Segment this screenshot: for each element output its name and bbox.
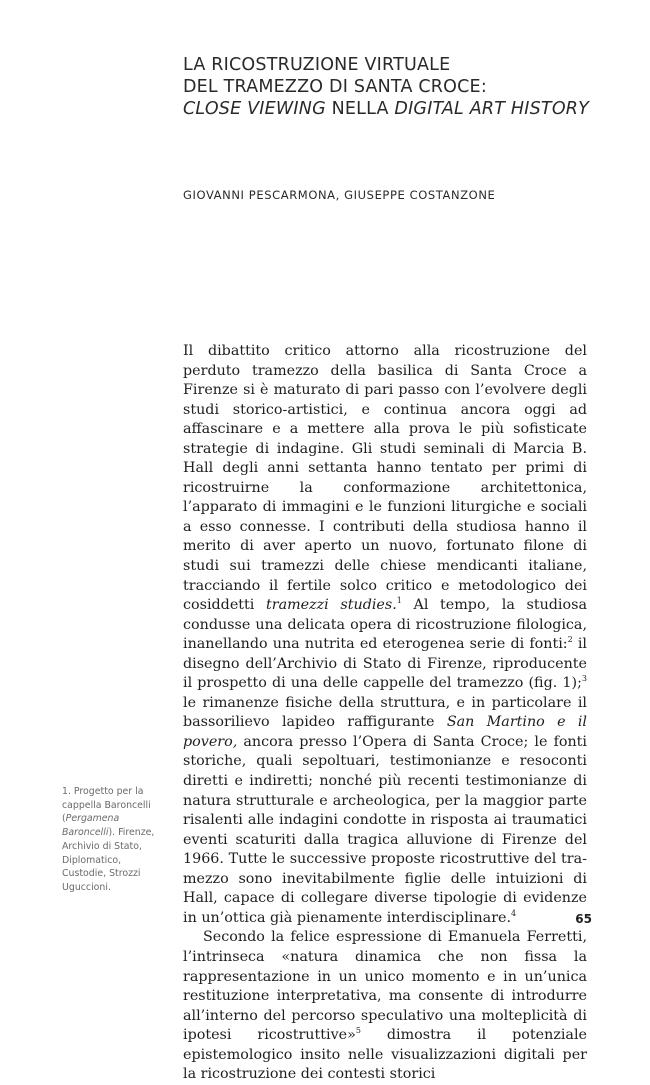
paragraph-1-italic-san-martino: San Martino e il povero, (183, 714, 587, 750)
paragraph-2-text-a: Secondo la felice espressione di Emanuela Ferretti, l’intrinseca «natura dinamica che non fissa la rappresentazione in un unico momento e in un’unica restituzione interpretativa, ma consente di introdurre all’interno del percorso speculativo una molteplicità di ipotesi ricostruttive» (183, 929, 587, 1044)
footnote-ref-5[interactable]: 5 (355, 1026, 361, 1036)
paragraph-2-text-b: dimostra il potenziale epistemologico insito nelle visualizzazioni digitali per la ricostruzione dei contesti storici (183, 1027, 587, 1083)
paragraph-1-italic-tramezzi-studies: tramezzi studies. (266, 597, 397, 614)
body-paragraph-1 (183, 342, 587, 928)
footnote-ref-4[interactable]: 4 (511, 908, 517, 918)
paragraph-1-text-c: il disegno dell’Archivio di Stato di Firenze, riproducente il prospetto di una delle cappelle del tramezzo (fig. 1); (183, 636, 587, 692)
footnote-ref-3[interactable]: 3 (581, 674, 587, 684)
title-italic-digital-art-history: DIGITAL ART HISTORY (394, 99, 590, 119)
paragraph-1-text-b: Al tempo, la studiosa condusse una delicata opera di ricostruzione filologica, inanellando una nutrita ed eterogenea serie di fonti: (183, 597, 587, 653)
article-title (183, 54, 623, 120)
caption-italic-pergamena: Pergamena Baroncelli (62, 813, 120, 839)
title-line-1: LA RICOSTRUZIONE VIRTUALE (183, 55, 451, 75)
title-italic-close-viewing: CLOSE VIEWING (183, 99, 326, 119)
figure-caption (62, 785, 162, 895)
paragraph-1-text-d: le rimanenze fisiche della struttura, e in particolare il bassorilievo lapideo raffigurante (183, 694, 587, 731)
footnote-ref-2[interactable]: 2 (567, 635, 573, 645)
footnote-ref-1[interactable]: 1 (396, 596, 402, 606)
body-paragraph-2 (183, 928, 587, 1084)
article-body (183, 342, 587, 1085)
paragraph-1-text-a: Il dibattito critico attorno alla ricostruzione del perduto tramezzo della basilica di Santa Croce a Firenze si è maturato di pari passo con l’evolvere degli studi storico-artistici, e continua ancora oggi ad affascinare e a mettere alla prova le più sofisticate strategie di indagine. Gli studi seminali di Marcia B. Hall degli anni settanta hanno tentato per primi di ricostruirne la conformazione architettonica, l’apparato di immagini e le funzioni liturgiche e sociali a esso connesse. I contributi della studiosa hanno il merito di aver aperto un nuovo, fortunato filone di studi sui tramezzi delle chiese mendicanti italiane, tracciando il fertile solco critico e metodologico dei cosiddetti (183, 343, 587, 614)
caption-text-b: ). Firenze, Archivio di Stato, Diplomatico, Custodie, Strozzi Uguccioni. (62, 827, 155, 893)
page-number: 65 (575, 912, 592, 926)
title-connector: NELLA (325, 99, 395, 119)
article-authors: GIOVANNI PESCARMONA, GIUSEPPE COSTANZONE (183, 188, 496, 202)
caption-text-a: 1. Progetto per la cappella Baroncelli ( (62, 786, 151, 825)
paragraph-1-text-e: ancora presso l’Opera di Santa Croce; le fonti storiche, quali sepoltuari, testimonianze e resoconti diretti e indiretti; nonché più recenti testimonianze di natura strutturale e archeologica, per la maggior parte risalenti alle indagini condotte in risposta ai traumatici eventi scaturiti dalla tragica alluvione di Firenze del 1966. Tutte le successive proposte ricostruttive del tramezzo sono inevitabilmente figlie delle intuizioni di Hall, capace di collegare diverse tipologie di evidenze in un’ottica già pienamente interdisciplinare. (183, 733, 587, 926)
title-line-2: DEL TRAMEZZO DI SANTA CROCE: (183, 77, 487, 97)
